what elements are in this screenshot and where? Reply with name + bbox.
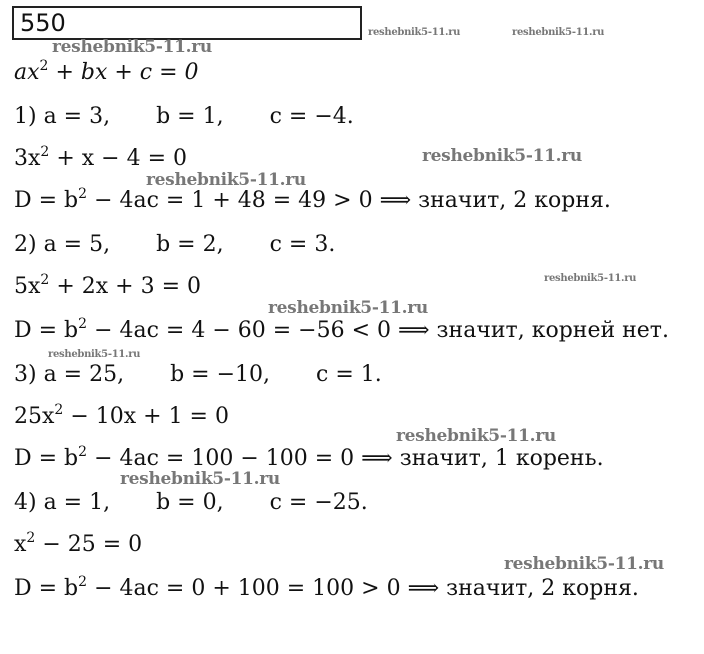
case4-equation: $x^2 - 25 = 0$ <box>14 530 143 557</box>
case4-coefficients: 4) a = 1, b = 0, c = −25. <box>14 490 368 515</box>
case2-coefficients: 2) a = 5, b = 2, c = 3. <box>14 232 336 257</box>
watermark: reshebnik5-11.ru <box>544 273 637 284</box>
case3-equation: $25x^2 - 10x + 1 = 0$ <box>14 402 229 429</box>
watermark: reshebnik5-11.ru <box>52 37 212 57</box>
watermark: reshebnik5-11.ru <box>422 146 582 166</box>
watermark: reshebnik5-11.ru <box>268 298 428 318</box>
problem-number-box <box>12 6 362 40</box>
case1-equation: $3x^2 + x - 4 = 0$ <box>14 144 187 171</box>
general-form-equation: $ax^2$ + bx + c = 0 <box>14 58 199 85</box>
watermark: reshebnik5-11.ru <box>512 27 605 38</box>
watermark: reshebnik5-11.ru <box>120 469 280 489</box>
watermark: reshebnik5-11.ru <box>146 170 306 190</box>
problem-number: 550 <box>20 9 66 37</box>
watermark: reshebnik5-11.ru <box>396 426 556 446</box>
case3-discriminant: $D = b^2 - 4ac = 100 - 100 = 0$ ⟹ значит, 1 корень. <box>14 444 604 471</box>
watermark: reshebnik5-11.ru <box>504 554 664 574</box>
case4-discriminant: $D = b^2 - 4ac = 0 + 100 = 100 > 0$ ⟹ значит, 2 корня. <box>14 574 639 601</box>
watermark: reshebnik5-11.ru <box>48 349 141 360</box>
case3-coefficients: 3) a = 25, b = −10, c = 1. <box>14 362 382 387</box>
watermark: reshebnik5-11.ru <box>368 27 461 38</box>
case2-equation: $5x^2 + 2x + 3 = 0$ <box>14 272 201 299</box>
case2-discriminant: $D = b^2 - 4ac = 4 - 60 = -56 < 0$ ⟹ значит, корней нет. <box>14 316 669 343</box>
case1-coefficients: 1) a = 3, b = 1, c = −4. <box>14 104 354 129</box>
case1-discriminant: $D = b^2 - 4ac = 1 + 48 = 49 > 0$ ⟹ значит, 2 корня. <box>14 186 611 213</box>
